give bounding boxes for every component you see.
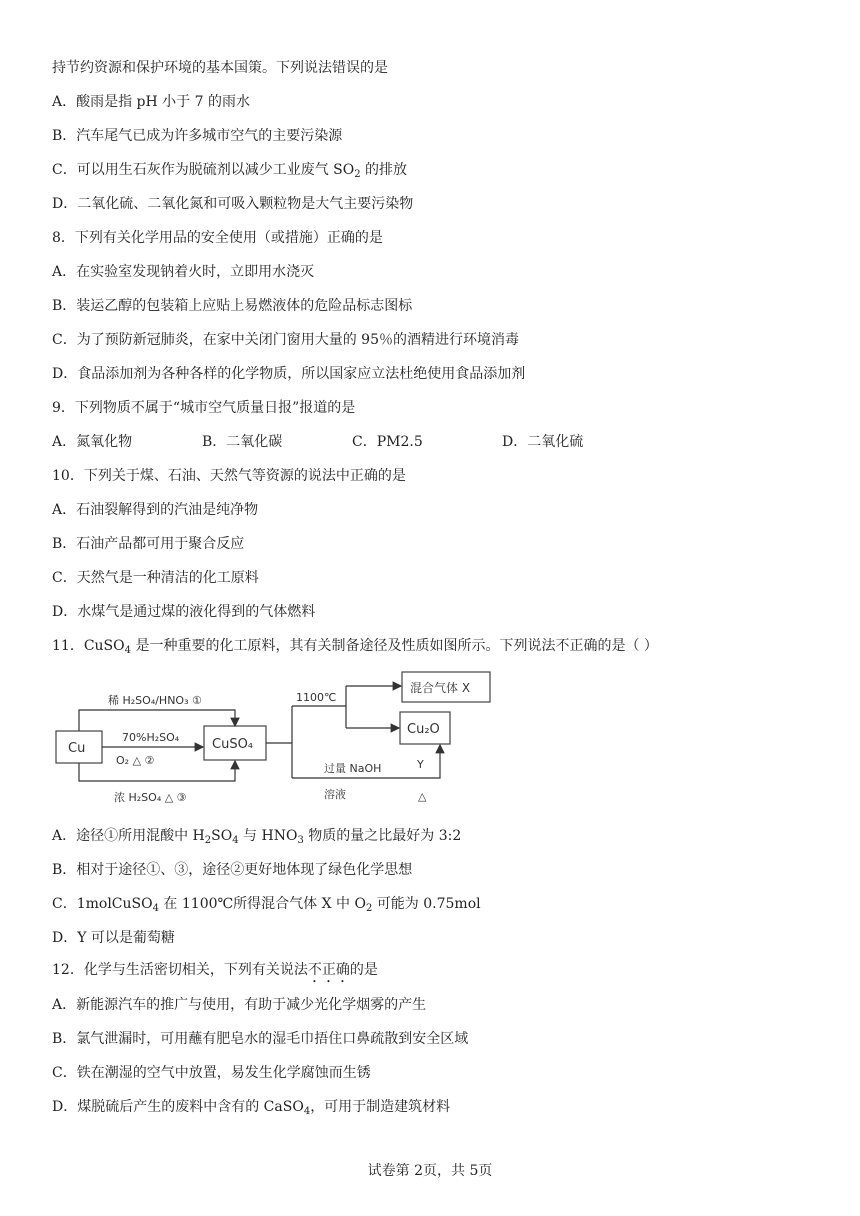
q10-option-a: A．石油裂解得到的汽油是纯净物: [52, 502, 259, 518]
page-footer: 试卷第 2页，共 5页: [367, 1163, 493, 1179]
q7-option-d: D．二氧化硫、二氧化氮和可吸入颗粒物是大气主要污染物: [52, 196, 414, 212]
y-label: Y: [417, 758, 424, 771]
cuso4-label: CuSO₄: [212, 737, 254, 752]
q9-option-a: A．氮氧化物: [52, 434, 133, 450]
q10-option-b: B．石油产品都可用于聚合反应: [52, 536, 245, 552]
q11-option-a: A．途径①所用混酸中 $H_2SO_4$ 与 $HNO_3$ 物质的量之比最好为 3:2: [52, 828, 462, 846]
heat-label: △: [418, 790, 427, 803]
q11-option-b: B．相对于途径①、③，途径②更好地体现了绿色化学思想: [52, 862, 413, 878]
q8-option-c: C．为了预防新冠肺炎，在家中关闭门窗用大量的 95％的酒精进行环境消毒: [52, 332, 519, 348]
question-8-stem: 8．下列有关化学用品的安全使用（或措施）正确的是: [52, 230, 383, 246]
q9-option-d: D．二氧化硫: [502, 434, 584, 450]
q8-option-b: B．装运乙醇的包装箱上应贴上易燃液体的危险品标志图标: [52, 298, 413, 314]
route-1-label: 稀 H₂SO₄/HNO₃ ①: [108, 694, 202, 707]
question-9-stem: 9．下列物质不属于“城市空气质量日报”报道的是: [52, 400, 356, 416]
q10-option-c: C．天然气是一种清洁的化工原料: [52, 570, 259, 586]
temperature-label: 1100℃: [296, 691, 337, 704]
q9-option-b: B．二氧化碳: [202, 434, 283, 450]
mixed-gas-label: 混合气体 X: [410, 681, 471, 695]
cu2o-label: Cu₂O: [407, 722, 440, 737]
emphasis-not-correct: 不正确: [307, 962, 350, 978]
cuso4-preparation-diagram: [52, 668, 502, 813]
q12-option-b: B．氯气泄漏时，可用蘸有肥皂水的湿毛巾捂住口鼻疏散到安全区域: [52, 1031, 469, 1047]
naoh-label: 过量 NaOH: [324, 762, 382, 775]
cu-label: Cu: [68, 741, 86, 756]
solution-label: 溶液: [324, 788, 346, 801]
route-3-label: 浓 H₂SO₄ △ ③: [114, 791, 187, 804]
q8-option-a: A．在实验室发现钠着火时，立即用水浇灭: [52, 264, 315, 280]
route-3-arrow: [79, 761, 235, 781]
q7-option-b: B．汽车尾气已成为许多城市空气的主要污染源: [52, 128, 343, 144]
question-12-stem: 12．化学与生活密切相关，下列有关说法不正确的是: [52, 962, 378, 978]
question-7-stem-tail: 持节约资源和保护环境的基本国策。下列说法错误的是: [52, 60, 388, 76]
question-10-stem: 10．下列关于煤、石油、天然气等资源的说法中正确的是: [52, 468, 406, 484]
route-1-arrow: [79, 710, 235, 731]
q12-option-a: A．新能源汽车的推广与使用，有助于减少光化学烟雾的产生: [52, 997, 427, 1013]
q11-option-d: D．Y 可以是葡萄糖: [52, 930, 175, 946]
q11-option-c: C．1molCuSO$_4$ 在 1100℃所得混合气体 X 中 $O_2$ 可能为 0.75mol: [52, 896, 481, 914]
q9-option-c: C．PM2.5: [352, 434, 423, 450]
q7-option-a: A．酸雨是指 pH 小于 7 的雨水: [52, 94, 250, 110]
route-2-bottom-label: O₂ △ ②: [116, 754, 155, 767]
q7-option-c: C．可以用生石灰作为脱硫剂以减少工业废气 $SO_2$ 的排放: [52, 162, 408, 180]
route-2-top-label: 70%H₂SO₄: [122, 731, 180, 744]
q12-option-c: C．铁在潮湿的空气中放置，易发生化学腐蚀而生锈: [52, 1065, 371, 1081]
question-11-stem: 11．CuSO$_4$ 是一种重要的化工原料，其有关制备途径及性质如图所示。下列说法不正确的是（ ）: [52, 638, 658, 656]
q8-option-d: D．食品添加剂为各种各样的化学物质，所以国家应立法杜绝使用食品添加剂: [52, 366, 526, 382]
q12-option-d: D．煤脱硫后产生的废料中含有的 CaSO$_4$，可用于制造建筑材料: [52, 1099, 451, 1117]
q10-option-d: D．水煤气是通过煤的液化得到的气体燃料: [52, 604, 316, 620]
